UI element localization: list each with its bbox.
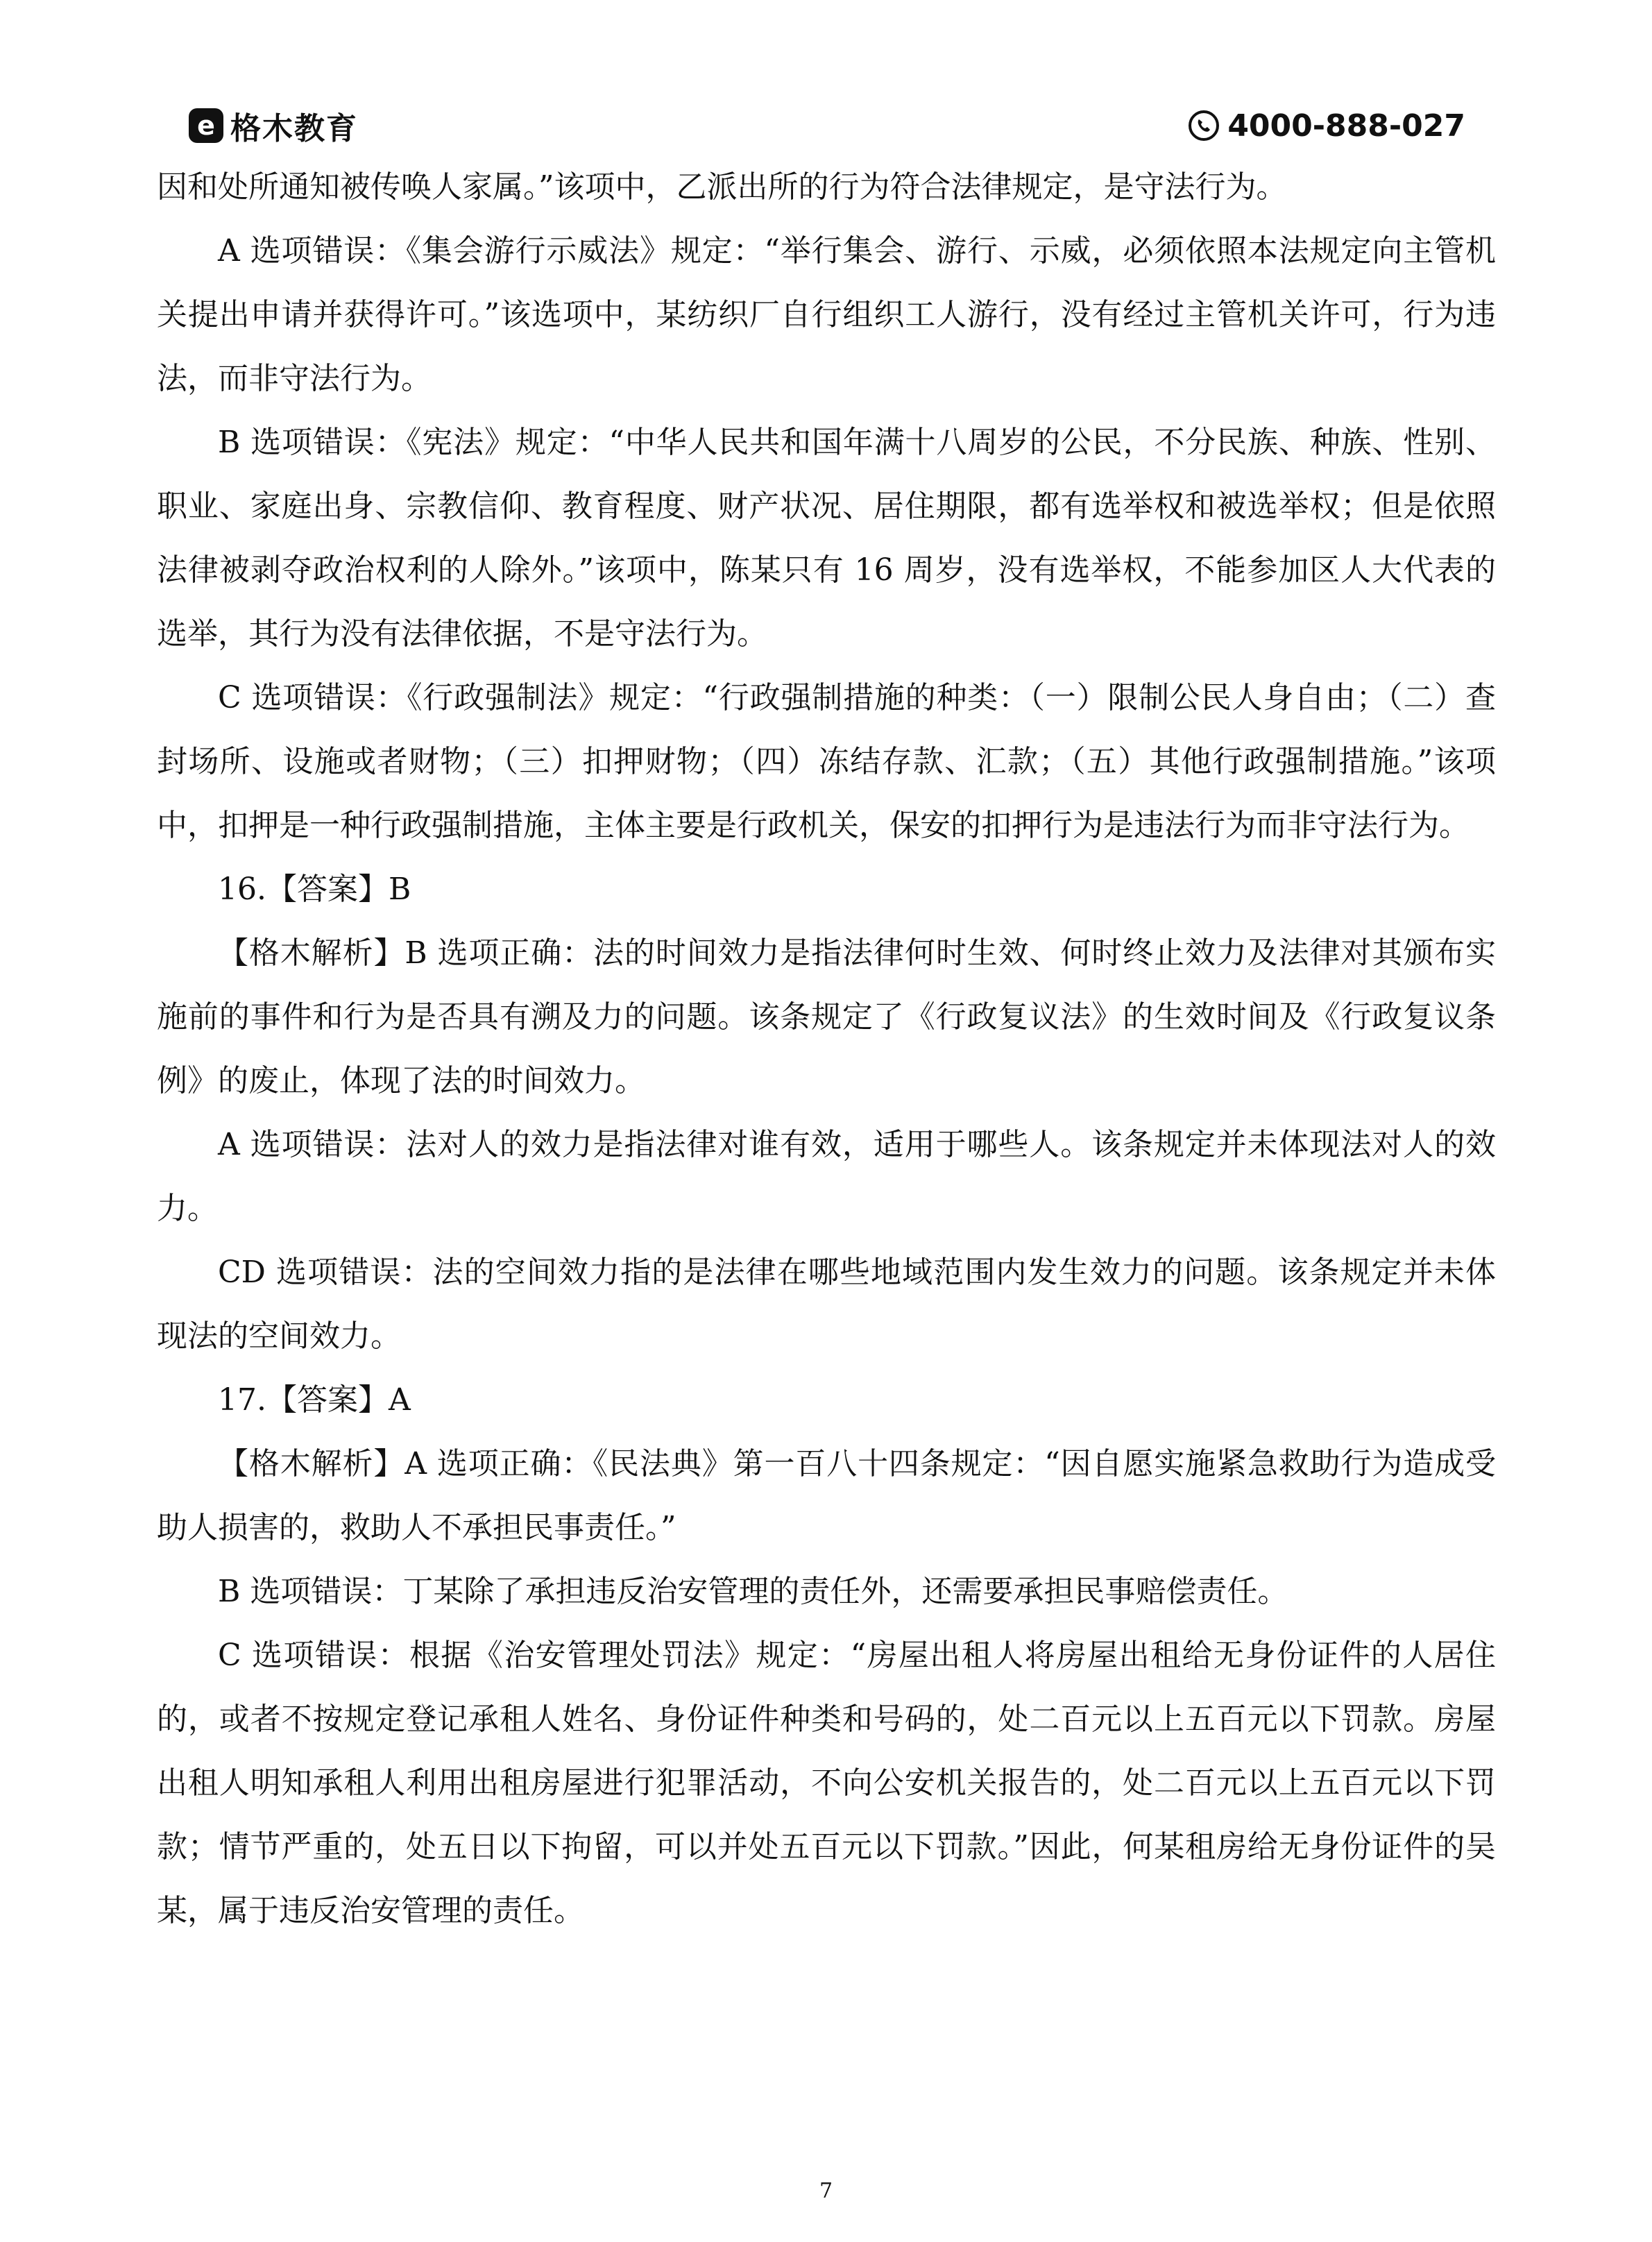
- phone-contact: [1187, 103, 1465, 148]
- paragraph-q16-option-a: A 选项错误：法对人的效力是指法律对谁有效，适用于哪些人。该条规定并未体现法对人的效力。: [157, 1127, 1496, 1226]
- paragraph-q15-option-c: C 选项错误：《行政强制法》规定：“行政强制措施的种类：（一）限制公民人身自由；（二）查封场所、设施或者财物；（三）扣押财物；（四）冻结存款、汇款；（五）其他行政强制措施。”该项中，扣押是一种行政强制措施，主体主要是行政机关，保安的扣押行为是违法行为而非守法行为。: [157, 680, 1496, 843]
- analysis-q17: 【格木解析】A 选项正确：《民法典》第一百八十四条规定：“因自愿实施紧急救助行为造成受助人损害的，救助人不承担民事责任。”: [157, 1446, 1496, 1545]
- phone-number: 4000-888-027: [1227, 108, 1465, 144]
- document-body: [157, 155, 1496, 1943]
- page-number: 7: [819, 2179, 833, 2203]
- paragraph-continuation: 因和处所通知被传唤人家属。”该项中，乙派出所的行为符合法律规定，是守法行为。: [157, 169, 1287, 205]
- answer-q16: 16.【答案】B: [218, 872, 411, 907]
- page-header: [189, 103, 1465, 148]
- analysis-q16: 【格木解析】B 选项正确：法的时间效力是指法律何时生效、何时终止效力及法律对其颁布实施前的事件和行为是否具有溯及力的问题。该条规定了《行政复议法》的生效时间及《行政复议条例》的废止，体现了法的时间效力。: [157, 935, 1496, 1098]
- paragraph-q15-option-b: B 选项错误：《宪法》规定：“中华人民共和国年满十八周岁的公民，不分民族、种族、性别、职业、家庭出身、宗教信仰、教育程度、财产状况、居住期限，都有选举权和被选举权；但是依照法律被剥夺政治权利的人除外。”该项中，陈某只有 16 周岁，没有选举权，不能参加区人大代表的选举，其行为没有法律依据，不是守法行为。: [157, 425, 1496, 652]
- answer-q17: 17.【答案】A: [218, 1382, 411, 1418]
- paragraph-q17-option-c: C 选项错误：根据《治安管理处罚法》规定：“房屋出租人将房屋出租给无身份证件的人居住的，或者不按规定登记承租人姓名、身份证件种类和号码的，处二百元以上五百元以下罚款。房屋出租人明知承租人利用出租房屋进行犯罪活动，不向公安机关报告的，处二百元以上五百元以下罚款；情节严重的，处五日以下拘留，可以并处五百元以下罚款。”因此，何某租房给无身份证件的吴某，属于违反治安管理的责任。: [157, 1638, 1496, 1928]
- brand-name: 格木教育: [230, 111, 358, 146]
- paragraph-q15-option-a: A 选项错误：《集会游行示威法》规定：“举行集会、游行、示威，必须依照本法规定向主管机关提出申请并获得许可。”该选项中，某纺织厂自行组织工人游行，没有经过主管机关许可，行为违法，而非守法行为。: [157, 233, 1496, 396]
- brand-logo-group: [189, 103, 358, 148]
- paragraph-q16-option-cd: CD 选项错误：法的空间效力指的是法律在哪些地域范围内发生效力的问题。该条规定并未体现法的空间效力。: [157, 1255, 1496, 1354]
- phone-icon: [1187, 109, 1220, 142]
- brand-logo-icon: e: [189, 108, 223, 143]
- paragraph-q17-option-b: B 选项错误：丁某除了承担违反治安管理的责任外，还需要承担民事赔偿责任。: [218, 1574, 1288, 1609]
